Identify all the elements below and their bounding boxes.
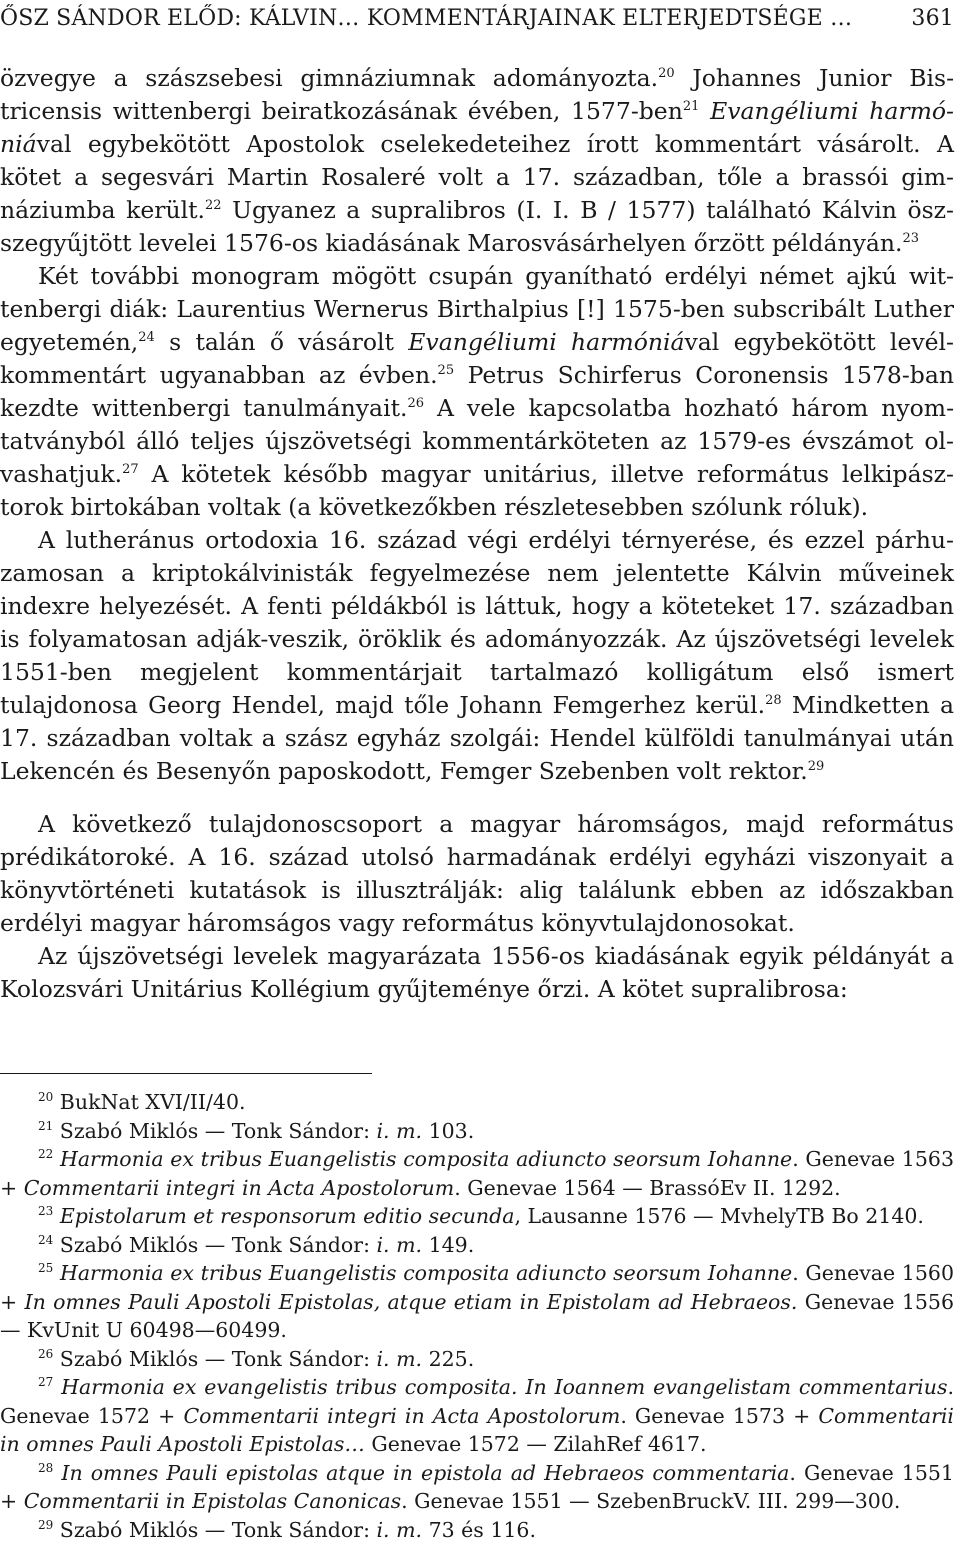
text-run: Szabó Miklós — Tonk Sándor:: [53, 1119, 376, 1143]
footnote-22: [0, 1145, 954, 1202]
italic-abbrev: i. m.: [377, 1119, 423, 1143]
footnote-number: 28: [38, 1461, 53, 1475]
footnote-25: [0, 1259, 954, 1345]
italic-title: Epistolarum et responsorum editio secunda: [60, 1204, 515, 1228]
italic-abbrev: i. m.: [377, 1233, 423, 1257]
text-run: Genevae 1572 — ZilahRef 4617.: [365, 1432, 707, 1456]
footnote-number: 27: [38, 1375, 53, 1389]
text-run: Szabó Miklós — Tonk Sándor:: [53, 1347, 376, 1371]
italic-abbrev: i. m.: [377, 1347, 423, 1371]
footnote-separator: [0, 1073, 372, 1074]
footnote-ref-21: 21: [683, 99, 700, 114]
footnote-20: [0, 1088, 954, 1117]
footnote-ref-24: 24: [138, 330, 155, 345]
text-run: Petrus Schirferus Coronensis 1578-ban kezdte wittenbergi tanulmányait.: [0, 361, 954, 422]
footnote-number: 29: [38, 1518, 53, 1532]
text-run: . Genevae 1564 — BrassóEv II. 1292.: [454, 1176, 840, 1200]
footnote-21: [0, 1117, 954, 1146]
italic-title: Commentarii in omnes Pauli Apostoli Epistolas…: [0, 1404, 954, 1457]
footnote-number: 20: [38, 1090, 53, 1104]
text-run: . Genevae 1560 +: [0, 1261, 954, 1314]
footnote-number: 26: [38, 1347, 53, 1361]
footnote-ref-26: 26: [408, 396, 425, 411]
text-run: . Genevae 1551 +: [0, 1461, 954, 1514]
footnote-number: 23: [38, 1204, 53, 1218]
text-run: Szabó Miklós — Tonk Sándor:: [53, 1518, 376, 1542]
italic-title: Evangéliumi harmóniá: [0, 97, 954, 158]
text-run: [699, 97, 710, 125]
italic-title: Harmonia ex evangelistis tribus composita. In Ioannem evangelistam commentarius: [61, 1375, 947, 1399]
page-number: 361: [911, 6, 954, 32]
body-text: [0, 62, 954, 1006]
text-run: özvegye a szászsebesi gimnáziumnak adományozta.: [0, 64, 658, 92]
footnote-ref-27: 27: [122, 462, 139, 477]
footnote-24: [0, 1231, 954, 1260]
text-run: . Genevae 1551 — SzebenBruckV. III. 299—300.: [401, 1489, 900, 1513]
italic-title: Commentarii integri in Acta Apostolorum: [183, 1404, 620, 1428]
text-run: [53, 1261, 60, 1285]
text-run: val egybekötött levélkommentárt ugyanabban az évben.: [0, 328, 954, 389]
footnote-number: 25: [38, 1261, 53, 1275]
paragraph-3: [0, 524, 954, 788]
italic-abbrev: i. m.: [377, 1518, 423, 1542]
footnote-number: 24: [38, 1233, 53, 1247]
text-run: , Lausanne 1576 — MvhelyTB Bo 2140.: [514, 1204, 923, 1228]
text-run: . Genevae 1563 +: [0, 1147, 954, 1200]
footnote-ref-20: 20: [658, 66, 675, 81]
text-run: A lutheránus ortodoxia 16. század végi erdélyi térnyerése, és ezzel párhuzamosan a kriptokálvinisták fegyelmezése nem jelentette Kálvin műveinek indexre helyezését. A fenti példákból is láttuk, hogy a köteteket 17. században is folyamatosan adják-veszik, öröklik és adományozzák. Az újszövetségi levelek 1551-ben megjelent kommentárjait tartalmazó kolligátum első ismert tulajdonosa Georg Hendel, majd tőle Johann Femgerhez kerül.: [0, 526, 954, 719]
running-head-title: ŐSZ SÁNDOR ELŐD: KÁLVIN… KOMMENTÁRJAINAK ELTERJEDTSÉGE …: [0, 6, 852, 32]
footnote-ref-23: 23: [903, 231, 920, 246]
text-run: 73 és 116.: [422, 1518, 536, 1542]
italic-title: Evangéliumi harmóniá: [408, 328, 684, 356]
text-run: [53, 1375, 61, 1399]
paragraph-1: [0, 62, 954, 260]
footnote-28: [0, 1459, 954, 1516]
text-run: s talán ő vásárolt: [155, 328, 408, 356]
paragraph-2: [0, 260, 954, 524]
footnote-26: [0, 1345, 954, 1374]
text-run: A vele kapcsolatba hozható három nyomtatványból álló teljes újszövetségi kommentárköteten az 1579-es évszámot olvashatjuk.: [0, 394, 954, 488]
footnote-29: [0, 1516, 954, 1544]
italic-title: Commentarii in Epistolas Canonicas: [24, 1489, 401, 1513]
italic-title: In omnes Pauli Apostoli Epistolas, atque etiam in Epistolam ad Hebraeos.: [25, 1290, 798, 1314]
text-run: 149.: [422, 1233, 474, 1257]
footnote-number: 22: [38, 1147, 53, 1161]
paragraph-5: Az újszövetségi levelek magyarázata 1556-os kiadásának egyik példányát a Kolozsvári Unitárius Kollégium gyűjteménye őrzi. A kötet supralibrosa:: [0, 940, 954, 1006]
text-run: . Genevae 1572 +: [0, 1375, 954, 1428]
text-run: Két további monogram mögött csupán gyanítható erdélyi német ajkú wittenbergi diák: Laurentius Wernerus Birthalpius [!] 1575-ben subscribált Luther egyetemén,: [0, 262, 954, 356]
text-run: A kötetek később magyar unitárius, illetve református lelkipásztorok birtokában voltak (a következőkben részletesebben szólunk róluk).: [0, 460, 954, 521]
footnotes: [0, 1088, 954, 1544]
text-run: Genevae 1556 — KvUnit U 60498—60499.: [0, 1290, 954, 1343]
footnote-ref-29: 29: [808, 759, 825, 774]
text-run: val egybekötött Apostolok cselekedeteihez írott kommentárt vásárolt. A kötet a segesvári Martin Rosaleré volt a 17. században, tőle a brassói gimnáziumba került.: [0, 130, 954, 224]
text-run: [53, 1147, 60, 1171]
italic-title: Harmonia ex tribus Euangelistis composita adiuncto seorsum Iohanne: [60, 1261, 792, 1285]
text-run: 103.: [422, 1119, 474, 1143]
italic-title: Commentarii integri in Acta Apostolorum: [24, 1176, 455, 1200]
text-run: Johannes Junior Bistricensis wittenbergi beiratkozásának évében, 1577-ben: [0, 64, 954, 125]
footnote-27: [0, 1373, 954, 1459]
text-run: Szabó Miklós — Tonk Sándor:: [53, 1233, 376, 1257]
footnote-23: [0, 1202, 954, 1231]
italic-title: Harmonia ex tribus Euangelistis composita adiuncto seorsum Iohanne: [60, 1147, 792, 1171]
paragraph-4: A következő tulajdonoscsoport a magyar háromságos, majd református prédikátoroké. A 16. század utolsó harmadának erdélyi egyházi viszonyait a könyvtörténeti kutatások is illusztrálják: alig találunk ebben az időszakban erdélyi magyar háromságos vagy református könyvtulajdonosokat.: [0, 808, 954, 940]
footnote-ref-22: 22: [205, 198, 222, 213]
footnote-number: 21: [38, 1119, 53, 1133]
text-run: . Genevae 1573 +: [620, 1404, 818, 1428]
footnote-ref-25: 25: [438, 363, 455, 378]
text-run: Ugyanez a supralibros (I. I. B / 1577) található Kálvin öszszegyűjtött levelei 1576-os kiadásának Marosvásárhelyen őrzött példányán.: [0, 196, 954, 257]
text-run: Mindketten a 17. században voltak a szász egyház szolgái: Hendel külföldi tanulmányai után Lekencén és Besenyőn paposkodott, Femger Szebenben volt rektor.: [0, 691, 954, 785]
italic-title: In omnes Pauli epistolas atque in epistola ad Hebraeos commentaria: [61, 1461, 789, 1485]
text-run: BukNat XVI/II/40.: [53, 1090, 245, 1114]
text-run: 225.: [422, 1347, 474, 1371]
footnote-ref-28: 28: [765, 693, 782, 708]
